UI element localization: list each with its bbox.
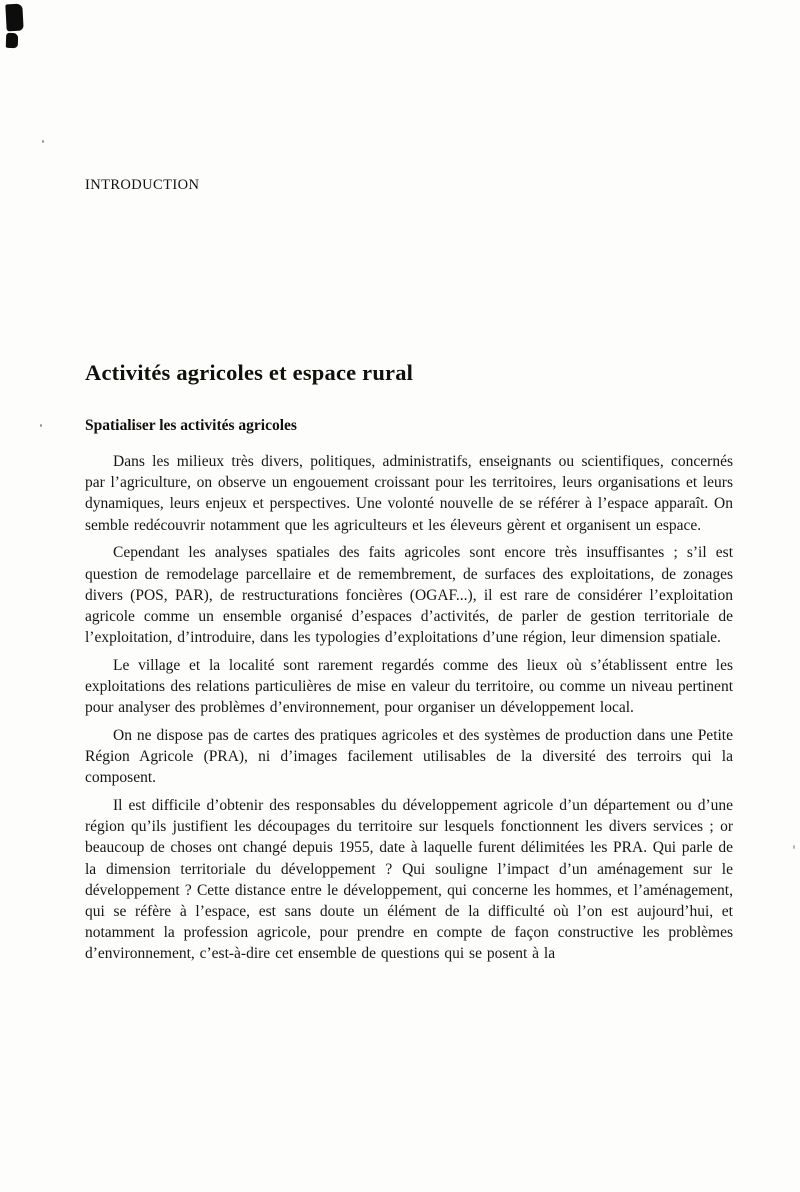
body-text	[85, 451, 733, 971]
chapter-header: INTRODUCTION	[85, 177, 200, 193]
paragraph-1: Dans les milieux très divers, politiques, administratifs, enseignants ou scientifiques, concernés par l’agriculture, on observe un engouement croissant pour les territoires, leurs organisations et leurs dynamiques, leurs enjeux et perspectives. Une volonté nouvelle de se référer à l’espace apparaît. On semble redécouvrir notamment que les agriculteurs et les éleveurs gèrent et organisent un espace.	[85, 453, 733, 534]
scan-artifact-bottom	[6, 33, 19, 48]
paragraph-3: Le village et la localité sont rarement regardés comme des lieux où s’établissent entre les exploitations des relations particulières de mise en valeur du territoire, ou comme un niveau pertinent pour analyser des problèmes d’environnement, pour organiser un développement local.	[85, 656, 733, 717]
section-subtitle: Spatialiser les activités agricoles	[85, 417, 297, 434]
paragraph-2: Cependant les analyses spatiales des faits agricoles sont encore très insuffisantes ; s’il est question de remodelage parcellaire et de remembrement, de surfaces des exploitations, de zonages divers (POS, PAR), de restructurations foncières (OGAF...), il est rare de considérer l’exploitation agricole comme un ensemble organisé d’espaces d’activités, de parler de gestion territoriale de l’exploitation, d’introduire, dans les typologies d’exploitations d’une région, leur dimension spatiale.	[85, 544, 733, 647]
paragraph-4: On ne dispose pas de cartes des pratiques agricoles et des systèmes de production dans une Petite Région Agricole (PRA), ni d’images facilement utilisables de la diversité des terroirs qui la composent.	[85, 726, 733, 787]
page-title: Activités agricoles et espace rural	[85, 360, 414, 385]
scan-speck	[40, 424, 42, 427]
scan-speck	[42, 140, 44, 143]
scan-artifact-top	[5, 4, 23, 32]
scan-speck	[793, 845, 795, 849]
paragraph-5: Il est difficile d’obtenir des responsables du développement agricole d’un département ou d’une région qu’ils justifient les découpages du territoire sur lesquels fonctionnent les divers services ; or beaucoup de choses ont changé depuis 1955, date à laquelle furent délimitées les PRA. Qui parle de la dimension territoriale du développement ? Qui souligne l’impact d’un aménagement sur le développement ? Cette distance entre le développement, qui concerne les hommes, et l’aménagement, qui se réfère à l’espace, est sans doute un élément de la difficulté où l’on est aujourd’hui, et notamment la profession agricole, pour prendre en compte de façon constructive les problèmes d’environnement, c’est-à-dire cet ensemble de questions qui se posent à la	[85, 797, 733, 963]
